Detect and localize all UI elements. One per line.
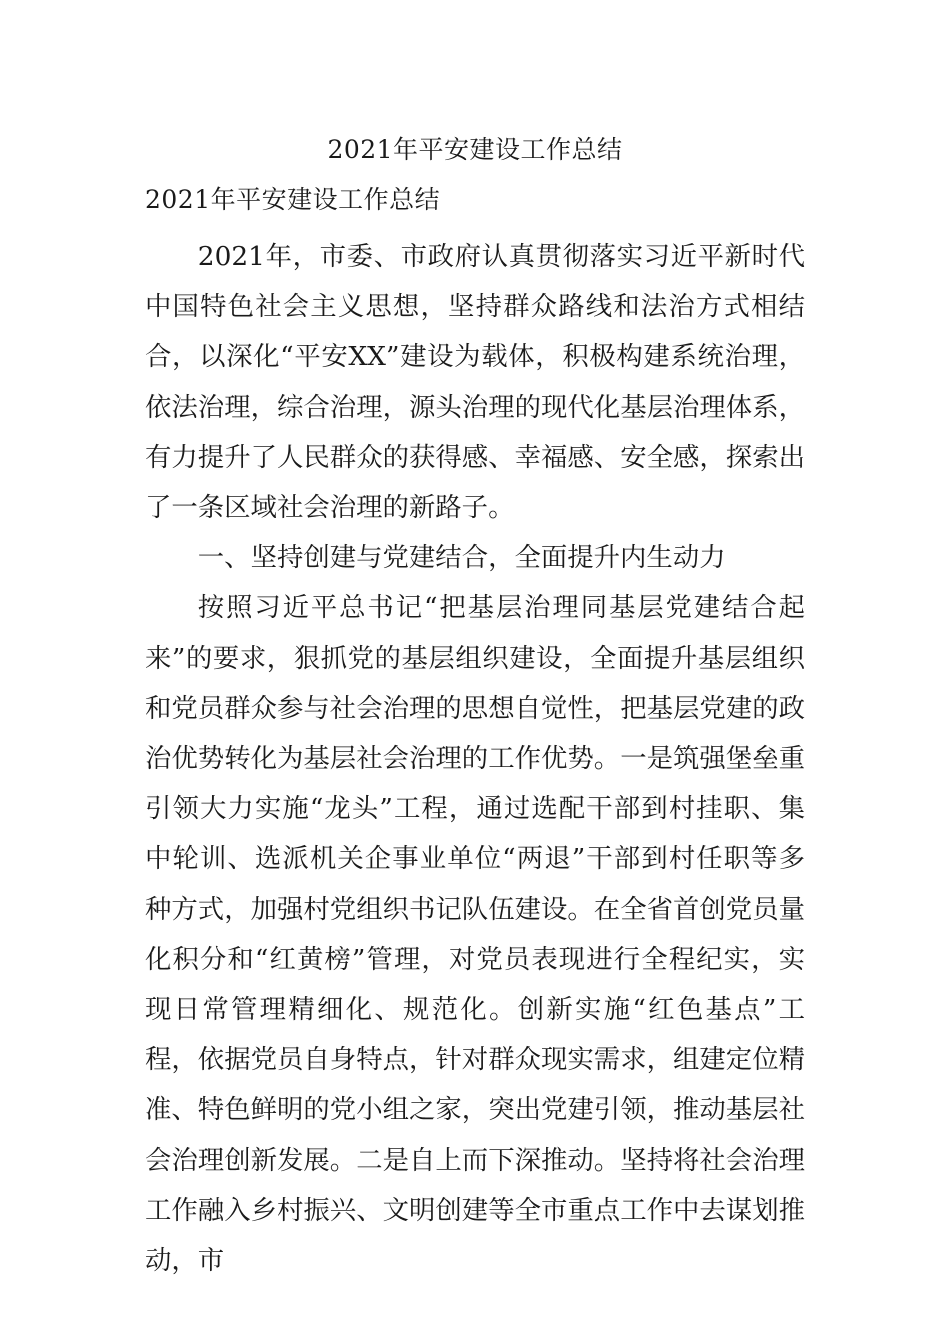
intro-paragraph: 2021年，市委、市政府认真贯彻落实习近平新时代中国特色社会主义思想，坚持群众路线和法治方式相结合，以深化“平安XX”建设为载体，积极构建系统治理，依法治理，综合治理，源头治理的现代化基层治理体系，有力提升了人民群众的获得感、幸福感、安全感，探索出了一条区域社会治理的新路子。: [145, 241, 805, 524]
document-body: [145, 232, 805, 1286]
document-subtitle: 2021年平安建设工作总结: [145, 185, 441, 214]
section-paragraph: 按照习近平总书记“把基层治理同基层党建结合起来”的要求，狠抓党的基层组织建设，全面提升基层组织和党员群众参与社会治理的思想自觉性，把基层党建的政治优势转化为基层社会治理的工作优势。一是筑强堡垒重引领大力实施“龙头”工程，通过选配干部到村挂职、集中轮训、选派机关企事业单位“两退”干部到村任职等多种方式，加强村党组织书记队伍建设。在全省首创党员量化积分和“红黄榜”管理，对党员表现进行全程纪实，实现日常管理精细化、规范化。创新实施“红色基点”工程，依据党员自身特点，针对群众现实需求，组建定位精准、特色鲜明的党小组之家，突出党建引领，推动基层社会治理创新发展。二是自上而下深推动。坚持将社会治理工作融入乡村振兴、文明创建等全市重点工作中去谋划推动，市: [145, 592, 805, 1277]
document-title: 2021年平安建设工作总结: [327, 135, 623, 164]
section-heading: 一、坚持创建与党建结合，全面提升内生动力: [197, 542, 726, 574]
